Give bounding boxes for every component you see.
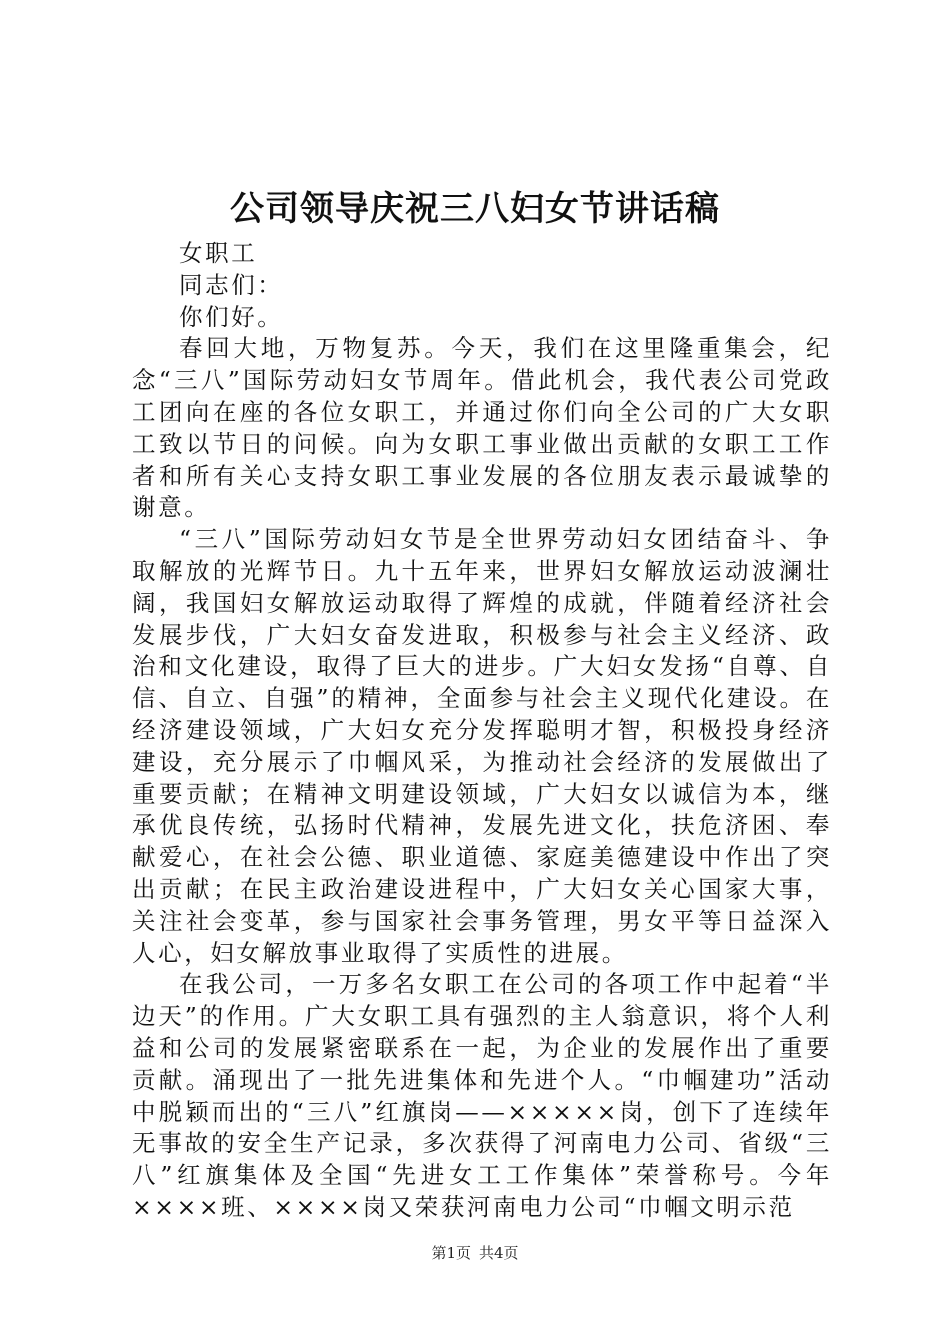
- body-paragraph: “三八”国际劳动妇女节是全世界劳动妇女团结奋斗、争取解放的光辉节日。九十五年来，世界妇女解放运动波澜壮阔，我国妇女解放运动取得了辉煌的成就，伴随着经济社会发展步伐，广大妇女奋发进取，积极参与社会主义经济、政治和文化建设，取得了巨大的进步。广大妇女发扬“自尊、自信、自立、自强”的精神，全面参与社会主义现代化建设。在经济建设领域，广大妇女充分发挥聪明才智，积极投身经济建设，充分展示了巾帼风采，为推动社会经济的发展做出了重要贡献；在精神文明建设领域，广大妇女以诚信为本，继承优良传统，弘扬时代精神，发展先进文化，扶危济困、奉献爱心，在社会公德、职业道德、家庭美德建设中作出了突出贡献；在民主政治建设进程中，广大妇女关心国家大事，关注社会变革，参与国家社会事务管理，男女平等日益深入人心，妇女解放事业取得了实质性的进展。: [132, 525, 832, 967]
- greeting-line: 你们好。: [179, 302, 284, 331]
- document-body: [132, 238, 832, 1224]
- page-footer: [0, 1243, 950, 1263]
- body-paragraph: 在我公司，一万多名女职工在公司的各项工作中起着“半边天”的作用。广大女职工具有强烈的主人翁意识，将个人利益和公司的发展紧密联系在一起，为企业的发展作出了重要贡献。涌现出了一批先进集体和先进个人。“巾帼建功”活动中脱颖而出的“三八”红旗岗——×××××岗，创下了连续年无事故的安全生产记录，多次获得了河南电力公司、省级“三八”红旗集体及全国“先进女工工作集体”荣誉称号。今年××××班、××××岗又荣获河南电力公司“巾帼文明示范: [132, 970, 832, 1221]
- body-paragraph: 春回大地，万物复苏。今天，我们在这里隆重集会，纪念“三八”国际劳动妇女节周年。借此机会，我代表公司党政工团向在座的各位女职工，并通过你们向全公司的广大女职工致以节日的问候。向为女职工事业做出贡献的女职工工作者和所有关心支持女职工事业发展的各位朋友表示最诚挚的谢意。: [132, 334, 832, 522]
- document-title: 公司领导庆祝三八妇女节讲话稿: [230, 189, 720, 229]
- page-total: 共4页: [479, 1244, 519, 1262]
- greeting-line: 同志们：: [179, 270, 284, 299]
- greeting-line: 女职工: [179, 239, 258, 267]
- page-number: 第1页: [431, 1244, 471, 1262]
